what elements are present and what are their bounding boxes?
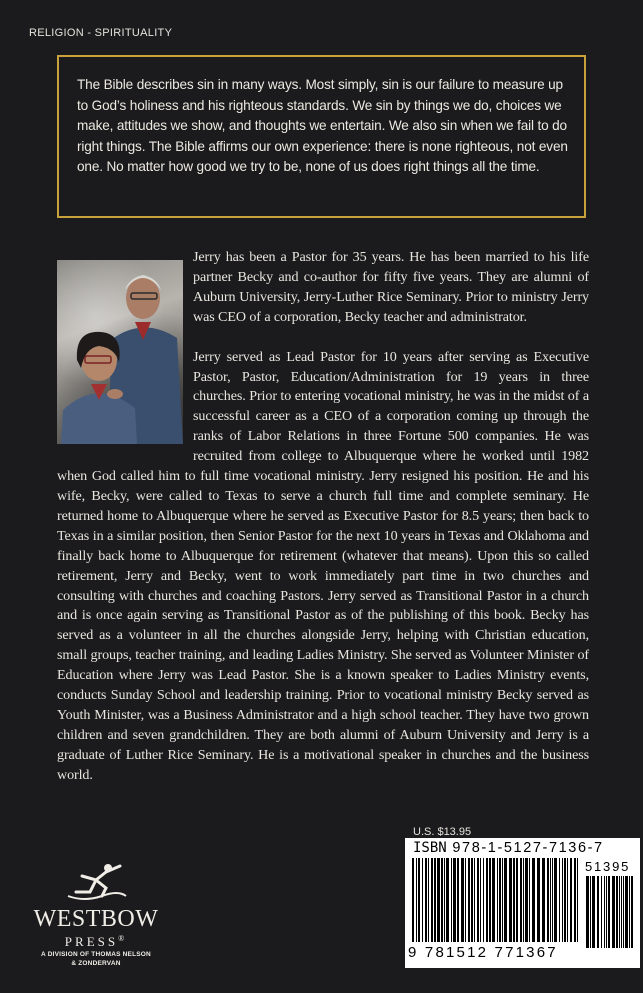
genre-label: RELIGION - SPIRITUALITY xyxy=(29,27,173,39)
author-bio xyxy=(57,248,589,806)
publisher-name: WESTBOW xyxy=(33,906,159,932)
publisher-division-line-1: A DIVISION OF THOMAS NELSON xyxy=(41,951,151,958)
isbn-number: 978-1-5127-7136-7 xyxy=(452,840,604,856)
publisher-division-line-2: & ZONDERVAN xyxy=(71,960,121,967)
quote-text: The Bible describes sin in many ways. Most simply, sin is our failure to measure up to God’s holiness and his righteous standards. We sin by things we do, choices we make, attitudes we show, and thoughts we entertain. We also sin when we fail to do right things. The Bible affirms our own experience: there is none righteous, not even one. No matter how good we try to be, none of us does right things all the time. xyxy=(77,77,568,174)
publisher-press: PRESS® xyxy=(64,934,128,949)
bio-paragraph-2: Jerry served as Lead Pastor for 10 years after serving as Executive Pastor, Pastor, Education/Administration for 19 years in three churches. Prior to entering vocational ministry, he was in the midst of a successful career as a CEO of a corporation coming up through the ranks of Labor Relations in three Fortune 500 companies. He was recruited from college to Albuquerque where he worked until 1982 when God called him to full time vocational ministry. Jerry resigned his position. He and his wife, Becky, were called to Texas to serve a church full time and complete seminary. He returned home to Albuquerque where he served as Executive Pastor for 8.5 years; then back to Texas in a similar position, then Senior Pastor for the next 10 years in Texas and Oklahoma and finally back home to Albuquerque for retirement (whatever that means). Upon this so called retirement, Jerry and Becky, went to work immediately part time in two churches and consulting with churches and coaching Pastors. Jerry served as Transitional Pastor in a church and is once again serving as Transitional Pastor as of the publishing of this book. Becky has served as a volunteer in all the churches alongside Jerry, helping with Christian education, small groups, teacher training, and leading Ladies Ministry. She served as Volunteer Minister of Education where Jerry was Lead Pastor. She is a known speaker to Ladies Ministry events, conducts Sunday School and leadership training. Prior to vocational ministry Becky served as Youth Minister, was a Business Administrator and a high school teacher. They have two grown children and seven grandchildren. They are both alumni of Auburn University and Jerry is a graduate of Luther Rice Seminary. He is a motivational speaker in churches and the business world. xyxy=(57,348,589,783)
barcode-digits: 9 781512 771367 xyxy=(408,944,558,961)
runner-figure-icon xyxy=(62,862,130,906)
price-barcode-code: 51395 xyxy=(585,859,631,874)
price-label: U.S. $13.95 xyxy=(413,826,472,838)
publisher-logo xyxy=(26,862,166,972)
bio-paragraph-1: Jerry has been a Pastor for 35 years. He has been married to his life partner Becky and co-author for fifty five years. They are alumni of Auburn University, Jerry-Luther Rice Seminary. Prior to ministry Jerry was CEO of a corporation, Becky teacher and administrator. xyxy=(193,249,589,325)
author-photo xyxy=(57,260,183,444)
isbn-label xyxy=(413,840,604,856)
isbn-barcode xyxy=(405,838,640,968)
quote-box xyxy=(57,55,586,218)
isbn-word: ISBN xyxy=(413,840,447,856)
